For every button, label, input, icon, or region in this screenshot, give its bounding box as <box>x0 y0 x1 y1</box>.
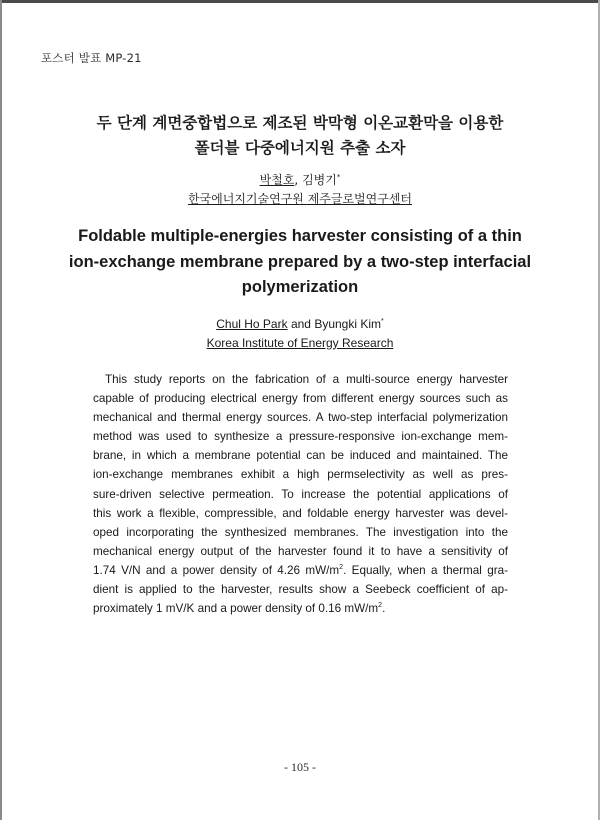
english-authors <box>0 315 600 352</box>
english-title <box>0 224 600 301</box>
english-title-line: polymerization <box>241 278 359 296</box>
korean-title-line: 두 단계 계면중합법으로 제조된 박막형 이온교환막을 이용한 <box>96 114 504 132</box>
english-affiliation: Korea Institute of Energy Research <box>206 335 394 350</box>
abstract-line: mechanical and thermal energy sources. A two-step interfacial polymerization <box>93 411 508 425</box>
page-top-border <box>0 0 600 3</box>
author-conjunction: and <box>287 317 315 331</box>
abstract-line: this work a flexible, compressible, and foldable energy harvester was devel- <box>93 506 508 520</box>
abstract-line: method was used to synthesize a pressure-responsive ion-exchange mem- <box>93 430 508 444</box>
corresponding-author-mark: * <box>381 318 384 325</box>
korean-author-2: 김병기 <box>302 173 337 187</box>
abstract-text: . Equally, when a thermal gra- <box>343 563 508 577</box>
korean-title <box>0 111 600 161</box>
abstract-line: mechanical energy output of the harvester found it to have a sensitivity of <box>93 544 508 558</box>
english-title-line: ion-exchange membrane prepared by a two-step interfacial <box>68 252 532 271</box>
korean-affiliation: 한국에너지기술연구원 제주글로벌연구센터 <box>187 192 413 206</box>
abstract-line <box>93 599 508 618</box>
abstract-line: ion-exchange membranes exhibit a high permselectivity as well as pres- <box>93 468 508 482</box>
author-separator: , <box>294 173 303 187</box>
korean-author-names <box>0 171 600 190</box>
superscript: 2 <box>339 564 344 572</box>
english-title-line: Foldable multiple-energies harvester consisting of a thin <box>78 227 522 245</box>
abstract-line: sure-driven selective permeation. To increase the potential applications of <box>93 487 508 501</box>
english-author-1: Chul Ho Park <box>216 317 288 331</box>
session-label: 포스터 발표 MP-21 <box>41 51 142 65</box>
english-author-names <box>0 315 600 334</box>
abstract-text: proximately 1 mV/K and a power density of 0.16 mW/m <box>93 602 379 616</box>
english-author-2: Byungki Kim <box>314 317 382 331</box>
abstract-body <box>93 370 508 618</box>
superscript: 2 <box>378 602 383 610</box>
korean-authors <box>0 171 600 209</box>
abstract-text: . <box>382 602 386 616</box>
abstract-line: brane, in which a membrane potential can be induced and maintained. The <box>93 449 508 463</box>
corresponding-author-mark: * <box>336 173 341 181</box>
abstract-line: oped incorporating the synthesized membranes. The investigation into the <box>93 525 508 539</box>
abstract-text: 1.74 V/N and a power density of 4.26 mW/m <box>93 563 340 577</box>
abstract-line <box>93 561 508 580</box>
abstract-line: This study reports on the fabrication of a multi-source energy harvester <box>105 373 508 386</box>
korean-title-line: 폴더블 다중에너지원 추출 소자 <box>194 139 406 157</box>
page-number: - 105 - <box>284 760 316 774</box>
abstract-line: dient is applied to the harvester, results show a Seebeck coefficient of ap- <box>93 583 508 597</box>
korean-author-1: 박철호 <box>259 173 295 187</box>
abstract-line: capable of producing electrical energy from different energy sources such as <box>93 392 508 406</box>
